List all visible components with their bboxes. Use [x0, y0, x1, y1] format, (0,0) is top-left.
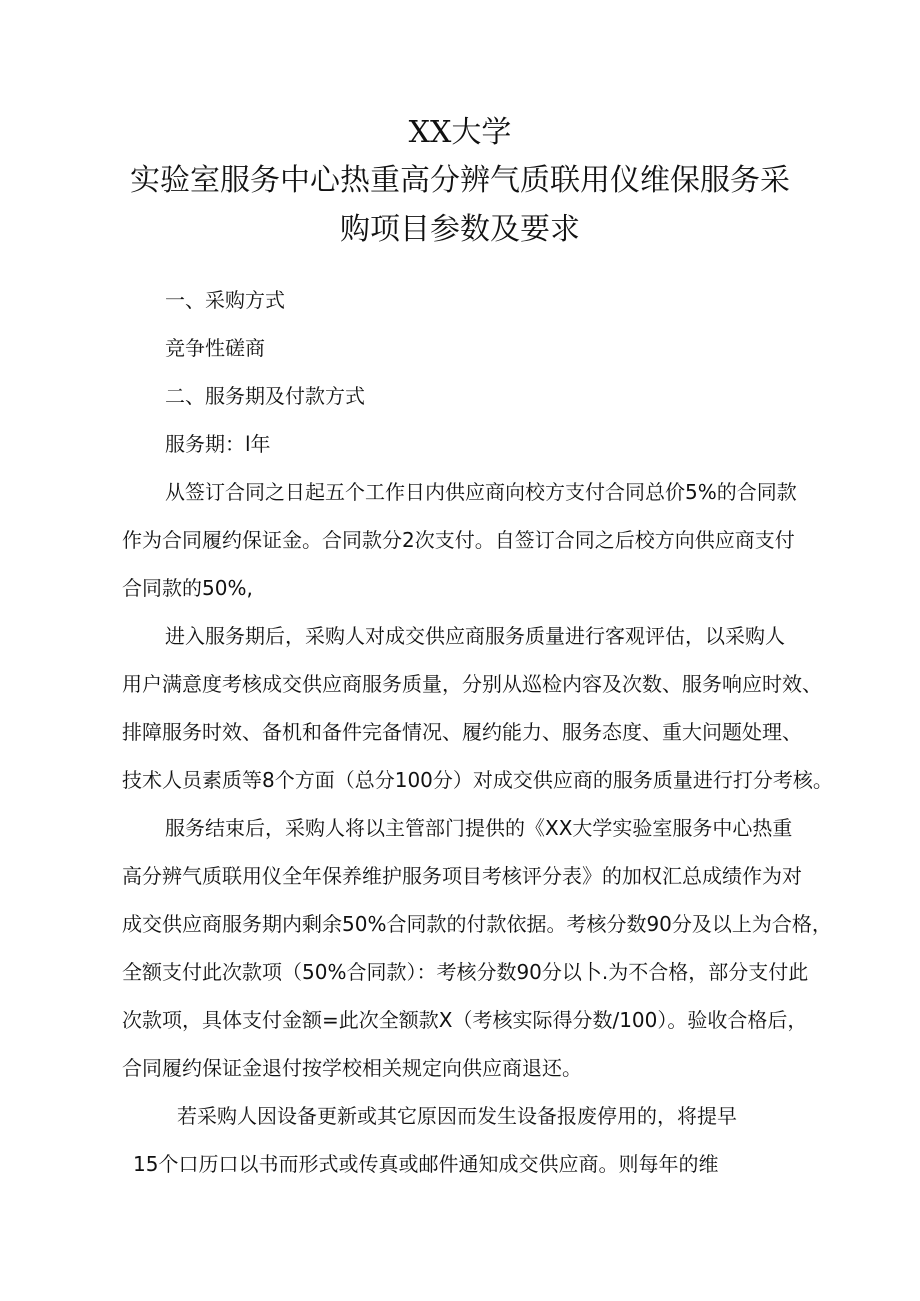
document-title-line-1: 实验室服务中心热重高分辨气质联用仪维保服务采: [130, 163, 790, 198]
paragraph-line: 排障服务时效、备机和备件完备情况、履约能力、服务态度、重大问题处理、: [122, 720, 802, 744]
section-heading-service-period-payment: 二、服务期及付款方式: [165, 384, 365, 408]
paragraph-line: 技术人员素质等8个方面（总分100分）对成交供应商的服务质量进行打分考核。: [122, 768, 833, 792]
paragraph-line: 全额支付此次款项（50%合同款）：考核分数90分以卜.为不合格，部分支付此: [122, 960, 809, 984]
paragraph-line: 作为合同履约保证金。合同款分2次支付。自签订合同之后校方向供应商支付: [122, 528, 795, 552]
paragraph-line: 合同款的50%,: [122, 576, 253, 600]
section-heading-procurement-method: 一、采购方式: [165, 288, 285, 312]
document-title-university: XX大学: [408, 115, 512, 150]
document-title-line-2: 购项目参数及要求: [340, 212, 580, 247]
service-period-value: 服务期：l年: [165, 432, 271, 456]
paragraph-line: 15个口历口以书而形式或传真或邮件通知成交供应商。则每年的维: [133, 1152, 719, 1176]
paragraph-line: 用户满意度考核成交供应商服务质量，分别从巡检内容及次数、服务响应时效、: [122, 672, 822, 696]
paragraph-line: 服务结束后，采购人将以主管部门提供的《XX大学实验室服务中心热重: [165, 816, 793, 840]
paragraph-line: 次款项，具体支付金额=此次全额款X（考核实际得分数/100）。验收合格后，: [122, 1008, 808, 1032]
paragraph-line: 进入服务期后，采购人对成交供应商服务质量进行客观评估，以采购人: [165, 624, 785, 648]
paragraph-line: 合同履约保证金退付按学校相关规定向供应商退还。: [122, 1056, 582, 1080]
paragraph-line: 高分辨气质联用仪全年保养维护服务项目考核评分表》的加权汇总成绩作为对: [122, 864, 802, 888]
paragraph-line: 若采购人因设备更新或其它原因而发生设备报废停用的，将提早: [177, 1104, 737, 1128]
procurement-method-value: 竞争性磋商: [165, 336, 265, 360]
paragraph-line: 从签订合同之日起五个工作日内供应商向校方支付合同总价5%的合同款: [165, 480, 797, 504]
paragraph-line: 成交供应商服务期内剩余50%合同款的付款依据。考核分数90分及以上为合格，: [122, 912, 832, 936]
